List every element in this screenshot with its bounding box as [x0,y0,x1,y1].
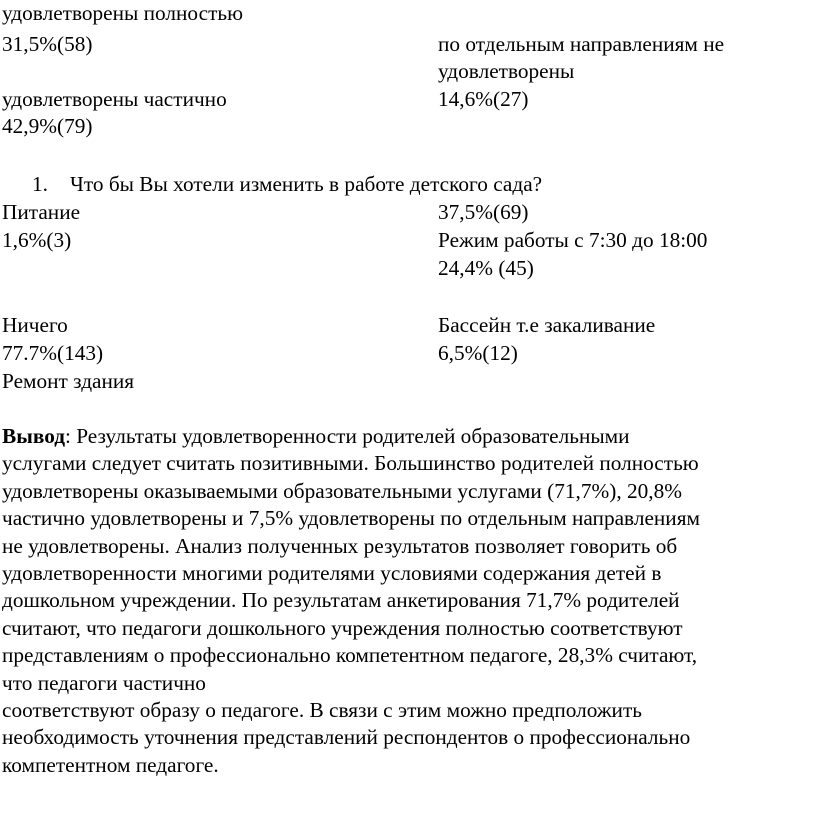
conclusion-line: соответствуют образу о педагоге. В связи с этим можно предположить [2,698,642,723]
satisfied-full-value: 31,5%(58) [2,32,93,56]
conclusion-line: что педагоги частично [2,670,206,695]
question-number: 1. [32,172,48,196]
answer-pool-label: Бассейн т.е закаливание [438,313,656,337]
conclusion-heading: Вывод [2,424,65,448]
not-satisfied-label-line2: удовлетворены [438,59,575,83]
satisfied-full-label: удовлетворены полностью [2,1,243,25]
answer-left-value-2: 1,6%(3) [2,228,72,252]
not-satisfied-value: 14,6%(27) [438,87,529,111]
conclusion-line: частично удовлетворены и 7,5% удовлетворены по отдельным направлениям [2,506,700,531]
conclusion-paragraph [2,423,810,779]
answer-repair-label: Ремонт здания [2,369,135,393]
not-satisfied-label-line1: по отдельным направлениям не [438,32,725,56]
conclusion-line: не удовлетворены. Анализ полученных результатов позволяет говорить об [2,533,678,558]
conclusion-line: компетентном педагоге. [2,752,219,777]
conclusion-line: удовлетворены оказываемыми образовательными услугами (71,7%), 20,8% [2,478,682,503]
answer-nothing-label: Ничего [2,313,68,337]
conclusion-line: считают, что педагоги дошкольного учреждения полностью соответствуют [2,615,683,640]
conclusion-line: услугами следует считать позитивными. Большинство родителей полностью [2,451,699,476]
answer-schedule-value: 24,4% (45) [438,256,534,280]
conclusion-line: удовлетворенности многими родителями условиями содержания детей в [2,561,662,586]
answer-food-label: Питание [2,200,81,224]
question-text: Что бы Вы хотели изменить в работе детского сада? [70,172,543,196]
answer-schedule-label: Режим работы с 7:30 до 18:00 [438,228,708,252]
conclusion-line: необходимость уточнения представлений респондентов о профессионально [2,725,691,750]
conclusion-line: дошкольном учреждении. По результатам анкетирования 71,7% родителей [2,588,680,613]
conclusion-line-text: : Результаты удовлетворенности родителей образовательными [65,424,630,448]
conclusion-line: представлениям о профессионально компетентном педагоге, 28,3% считают, [2,643,698,668]
answer-food-value: 37,5%(69) [438,200,529,224]
satisfied-partial-label: удовлетворены частично [2,87,227,111]
conclusion-line [2,423,810,450]
satisfied-partial-value: 42,9%(79) [2,114,93,138]
answer-pool-value: 6,5%(12) [438,341,518,365]
answer-nothing-value: 77.7%(143) [2,341,104,365]
